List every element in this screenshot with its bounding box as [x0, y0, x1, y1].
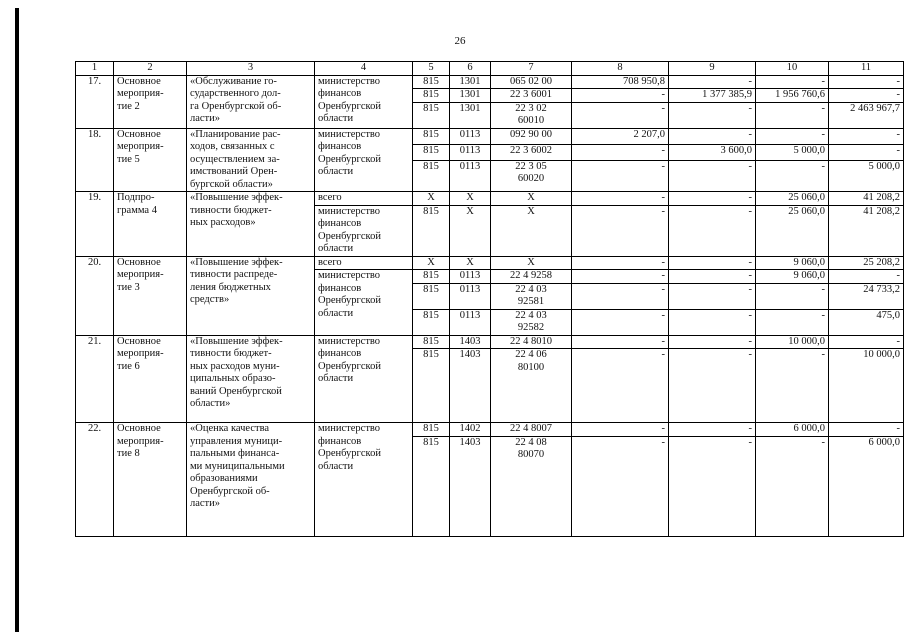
section-code: 1301: [450, 89, 491, 103]
amount-cell: -: [829, 75, 904, 89]
grbs-code: 815: [413, 335, 450, 349]
amount-cell: 41 208,2: [829, 205, 904, 256]
amount-cell: -: [669, 270, 756, 284]
section-code: Х: [450, 205, 491, 256]
target-code: Х: [491, 192, 572, 206]
amount-cell: -: [572, 89, 669, 103]
measure-name: «Обслуживание го- сударственного дол- га Оренбургской об- ласти»: [187, 75, 315, 128]
grbs-code: 815: [413, 205, 450, 256]
amount-cell: 2 207,0: [572, 128, 669, 144]
amount-cell: 1 377 385,9: [669, 89, 756, 103]
amount-cell: 708 950,8: [572, 75, 669, 89]
executor-total: всего: [315, 192, 413, 206]
target-code: 22 4 8010: [491, 335, 572, 349]
row-number: 22.: [76, 423, 114, 537]
section-code: 0113: [450, 270, 491, 284]
section-code: 1301: [450, 75, 491, 89]
amount-cell: -: [572, 144, 669, 160]
amount-cell: 5 000,0: [829, 160, 904, 191]
amount-cell: -: [572, 205, 669, 256]
amount-cell: -: [669, 160, 756, 191]
amount-cell: 25 060,0: [756, 205, 829, 256]
grbs-code: Х: [413, 256, 450, 270]
grbs-code: 815: [413, 144, 450, 160]
amount-cell: -: [829, 144, 904, 160]
amount-cell: -: [572, 160, 669, 191]
amount-cell: -: [829, 89, 904, 103]
amount-cell: 1 956 760,6: [756, 89, 829, 103]
amount-cell: -: [756, 75, 829, 89]
amount-cell: -: [572, 192, 669, 206]
section-code: 1403: [450, 436, 491, 536]
amount-cell: -: [669, 192, 756, 206]
amount-cell: -: [669, 128, 756, 144]
amount-cell: -: [572, 349, 669, 423]
col-header: 2: [114, 62, 187, 76]
amount-cell: -: [669, 75, 756, 89]
section-code: 0113: [450, 144, 491, 160]
table-row: [76, 75, 904, 89]
col-header: 10: [756, 62, 829, 76]
col-header: 4: [315, 62, 413, 76]
grbs-code: 815: [413, 309, 450, 335]
amount-cell: -: [572, 436, 669, 536]
target-code: 22 3 6001: [491, 89, 572, 103]
amount-cell: -: [669, 335, 756, 349]
amount-cell: -: [829, 270, 904, 284]
amount-cell: 5 000,0: [756, 144, 829, 160]
amount-cell: -: [829, 128, 904, 144]
section-code: Х: [450, 192, 491, 206]
section-code: 0113: [450, 128, 491, 144]
grbs-code: 815: [413, 270, 450, 284]
section-code: 1301: [450, 102, 491, 128]
amount-cell: -: [572, 335, 669, 349]
amount-cell: 10 000,0: [756, 335, 829, 349]
amount-cell: 10 000,0: [829, 349, 904, 423]
amount-cell: -: [756, 102, 829, 128]
measure-name: «Оценка качества управления муници- пальными финанса- ми муниципальными образованиями Оренбургской об- ласти»: [187, 423, 315, 537]
amount-cell: -: [669, 423, 756, 437]
col-header: 6: [450, 62, 491, 76]
amount-cell: -: [572, 256, 669, 270]
measure-type: Подпро- грамма 4: [114, 192, 187, 257]
table-row: [76, 423, 904, 437]
table-row: [76, 335, 904, 349]
target-code: 22 3 05 60020: [491, 160, 572, 191]
section-code: 0113: [450, 160, 491, 191]
table-row: [76, 192, 904, 206]
grbs-code: 815: [413, 75, 450, 89]
measure-type: Основное мероприя- тие 6: [114, 335, 187, 423]
row-number: 21.: [76, 335, 114, 423]
amount-cell: -: [756, 309, 829, 335]
row-number: 18.: [76, 128, 114, 192]
grbs-code: 815: [413, 436, 450, 536]
target-code: 22 4 9258: [491, 270, 572, 284]
grbs-code: 815: [413, 349, 450, 423]
amount-cell: -: [572, 283, 669, 309]
col-header: 8: [572, 62, 669, 76]
measure-type: Основное мероприя- тие 5: [114, 128, 187, 192]
measure-name: «Повышение эффек- тивности бюджет- ных расходов муни- ципальных образо- ваний Оренбургской области»: [187, 335, 315, 423]
amount-cell: -: [669, 349, 756, 423]
amount-cell: -: [572, 423, 669, 437]
col-header: 11: [829, 62, 904, 76]
section-code: 0113: [450, 309, 491, 335]
executor: министерство финансов Оренбургской области: [315, 75, 413, 128]
amount-cell: 25 060,0: [756, 192, 829, 206]
col-header: 5: [413, 62, 450, 76]
executor: министерство финансов Оренбургской области: [315, 270, 413, 336]
amount-cell: 24 733,2: [829, 283, 904, 309]
amount-cell: 6 000,0: [829, 436, 904, 536]
col-header: 7: [491, 62, 572, 76]
budget-table: [75, 61, 904, 537]
measure-type: Основное мероприя- тие 2: [114, 75, 187, 128]
amount-cell: -: [669, 102, 756, 128]
amount-cell: -: [756, 128, 829, 144]
amount-cell: 25 208,2: [829, 256, 904, 270]
amount-cell: 3 600,0: [669, 144, 756, 160]
section-code: 1403: [450, 335, 491, 349]
target-code: 22 3 6002: [491, 144, 572, 160]
table-row: [76, 256, 904, 270]
grbs-code: 815: [413, 102, 450, 128]
target-code: Х: [491, 205, 572, 256]
grbs-code: 815: [413, 128, 450, 144]
target-code: 22 3 02 60010: [491, 102, 572, 128]
table-row: [76, 128, 904, 144]
executor: министерство финансов Оренбургской области: [315, 335, 413, 423]
section-code: Х: [450, 256, 491, 270]
amount-cell: 41 208,2: [829, 192, 904, 206]
page-number: 26: [454, 35, 466, 47]
measure-type: Основное мероприя- тие 3: [114, 256, 187, 335]
measure-name: «Повышение эффек- тивности бюджет- ных расходов»: [187, 192, 315, 257]
amount-cell: -: [669, 283, 756, 309]
page-binding-edge: [15, 8, 19, 632]
row-number: 20.: [76, 256, 114, 335]
row-number: 19.: [76, 192, 114, 257]
grbs-code: 815: [413, 160, 450, 191]
target-code: 22 4 06 80100: [491, 349, 572, 423]
amount-cell: -: [572, 270, 669, 284]
amount-cell: -: [669, 436, 756, 536]
amount-cell: -: [572, 309, 669, 335]
amount-cell: -: [756, 349, 829, 423]
measure-name: «Планирование рас- ходов, связанных с осуществлением за- имствований Орен- бургской области»: [187, 128, 315, 192]
grbs-code: Х: [413, 192, 450, 206]
amount-cell: 2 463 967,7: [829, 102, 904, 128]
amount-cell: 9 060,0: [756, 270, 829, 284]
target-code: 065 02 00: [491, 75, 572, 89]
row-number: 17.: [76, 75, 114, 128]
amount-cell: -: [669, 205, 756, 256]
target-code: 22 4 03 92582: [491, 309, 572, 335]
grbs-code: 815: [413, 423, 450, 437]
amount-cell: -: [829, 423, 904, 437]
executor-total: всего: [315, 256, 413, 270]
executor: министерство финансов Оренбургской области: [315, 423, 413, 537]
amount-cell: 475,0: [829, 309, 904, 335]
target-code: 092 90 00: [491, 128, 572, 144]
section-code: 1402: [450, 423, 491, 437]
amount-cell: -: [756, 283, 829, 309]
target-code: 22 4 08 80070: [491, 436, 572, 536]
amount-cell: -: [756, 436, 829, 536]
amount-cell: -: [829, 335, 904, 349]
col-header: 1: [76, 62, 114, 76]
grbs-code: 815: [413, 89, 450, 103]
section-code: 1403: [450, 349, 491, 423]
executor: министерство финансов Оренбургской области: [315, 205, 413, 256]
amount-cell: -: [572, 102, 669, 128]
target-code: 22 4 03 92581: [491, 283, 572, 309]
executor: министерство финансов Оренбургской области: [315, 128, 413, 192]
target-code: 22 4 8007: [491, 423, 572, 437]
amount-cell: -: [669, 256, 756, 270]
target-code: Х: [491, 256, 572, 270]
grbs-code: 815: [413, 283, 450, 309]
measure-name: «Повышение эффек- тивности распреде- ления бюджетных средств»: [187, 256, 315, 335]
section-code: 0113: [450, 283, 491, 309]
amount-cell: 6 000,0: [756, 423, 829, 437]
col-header: 9: [669, 62, 756, 76]
amount-cell: -: [756, 160, 829, 191]
header-row: [76, 62, 904, 76]
col-header: 3: [187, 62, 315, 76]
amount-cell: -: [669, 309, 756, 335]
amount-cell: 9 060,0: [756, 256, 829, 270]
measure-type: Основное мероприя- тие 8: [114, 423, 187, 537]
